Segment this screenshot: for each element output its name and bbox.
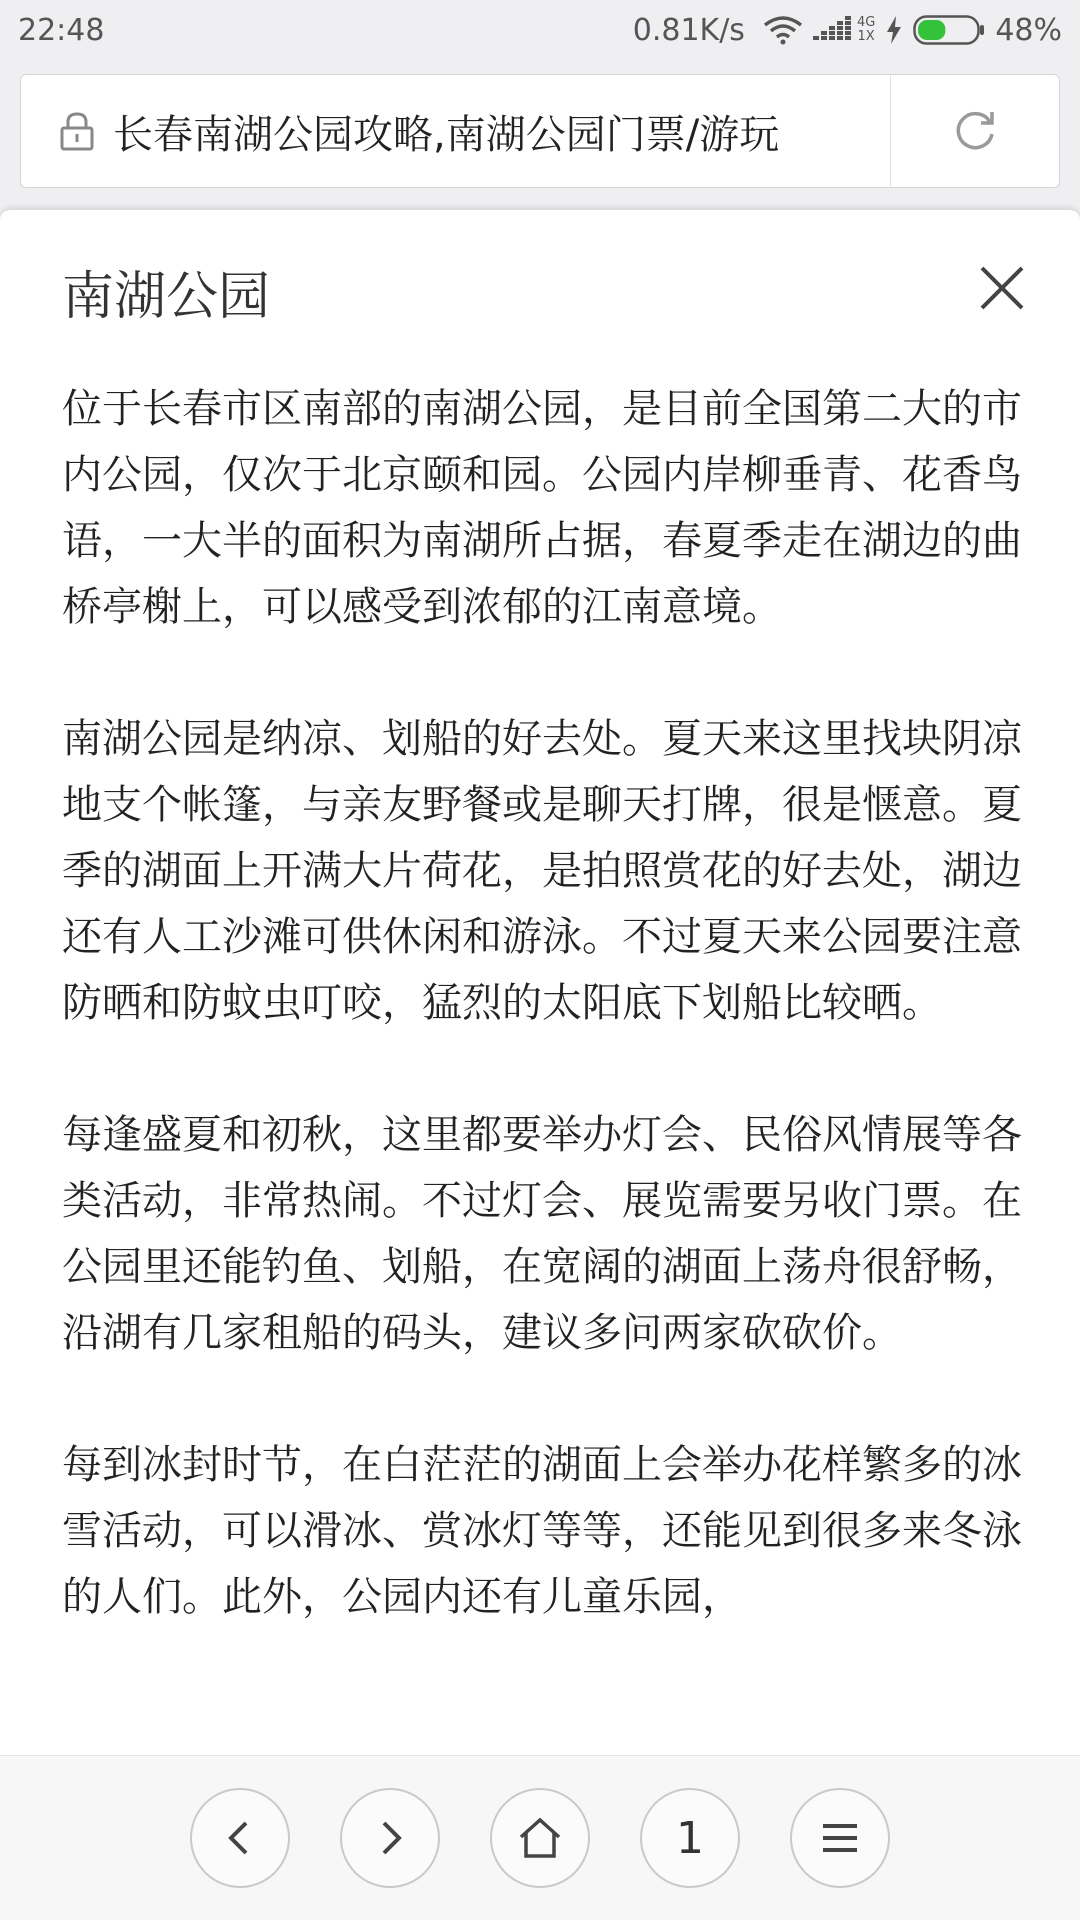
wifi-icon	[763, 15, 803, 45]
charging-bolt-icon	[885, 16, 903, 44]
forward-icon	[367, 1815, 413, 1861]
status-time: 22:48	[18, 12, 105, 48]
status-bar	[0, 0, 1080, 60]
article-body	[62, 376, 1022, 1696]
status-indicators	[633, 13, 1062, 48]
paragraph-2: 南湖公园是纳凉、划船的好去处。夏天来这里找块阴凉地支个帐篷，与亲友野餐或是聊天打牌，很是惬意。夏季的湖面上开满大片荷花，是拍照赏花的好去处，湖边还有人工沙滩可供休闲和游泳。不过夏天来公园要注意防晒和防蚊虫叮咬，猛烈的太阳底下划船比较晒。	[62, 716, 1022, 1026]
content-sheet	[0, 210, 1080, 1755]
sheet-title: 南湖公园	[62, 267, 271, 327]
reload-icon	[952, 108, 998, 154]
address-bar[interactable]	[20, 74, 1060, 188]
close-button[interactable]	[978, 264, 1026, 312]
network-type	[857, 16, 875, 44]
signal-bars-icon	[813, 16, 853, 44]
menu-icon	[817, 1815, 863, 1861]
paragraph-4: 每到冰封时节，在白茫茫的湖面上会举办花样繁多的冰雪活动，可以滑冰、赏冰灯等等，还能见到很多来冬泳的人们。此外，公园内还有儿童乐园，	[62, 1442, 1022, 1620]
lock-icon	[59, 111, 95, 151]
back-icon	[217, 1815, 263, 1861]
forward-button[interactable]	[340, 1788, 440, 1888]
paragraph-1: 位于长春市区南部的南湖公园，是目前全国第二大的市内公园，仅次于北京颐和园。公园内岸柳垂青、花香鸟语，一大半的面积为南湖所占据，春夏季走在湖边的曲桥亭榭上，可以感受到浓郁的江南意境。	[62, 386, 1022, 630]
network-type-top: 4G	[856, 15, 876, 30]
network-speed: 0.81K/s	[632, 12, 745, 48]
tabs-button[interactable]	[640, 1788, 740, 1888]
paragraph-3: 每逢盛夏和初秋，这里都要举办灯会、民俗风情展等各类活动，非常热闹。不过灯会、展览需要另收门票。在公园里还能钓鱼、划船，在宽阔的湖面上荡舟很舒畅，沿湖有几家租船的码头，建议多问两家砍砍价。	[62, 1112, 1022, 1356]
url-title[interactable]: 长春南湖公园攻略,南湖公园门票/游玩	[113, 111, 780, 158]
menu-button[interactable]	[790, 1788, 890, 1888]
home-icon	[517, 1815, 563, 1861]
tab-count: 1	[676, 1812, 704, 1864]
reload-button[interactable]	[891, 74, 1059, 188]
close-icon	[982, 268, 1022, 308]
battery-icon	[913, 15, 985, 45]
home-button[interactable]	[490, 1788, 590, 1888]
back-button[interactable]	[190, 1788, 290, 1888]
signal-indicator	[813, 16, 875, 44]
battery-level-fill	[918, 20, 945, 40]
bottom-navigation	[0, 1755, 1080, 1920]
battery-percent: 48%	[995, 12, 1062, 48]
network-type-bottom: 1X	[857, 29, 875, 44]
